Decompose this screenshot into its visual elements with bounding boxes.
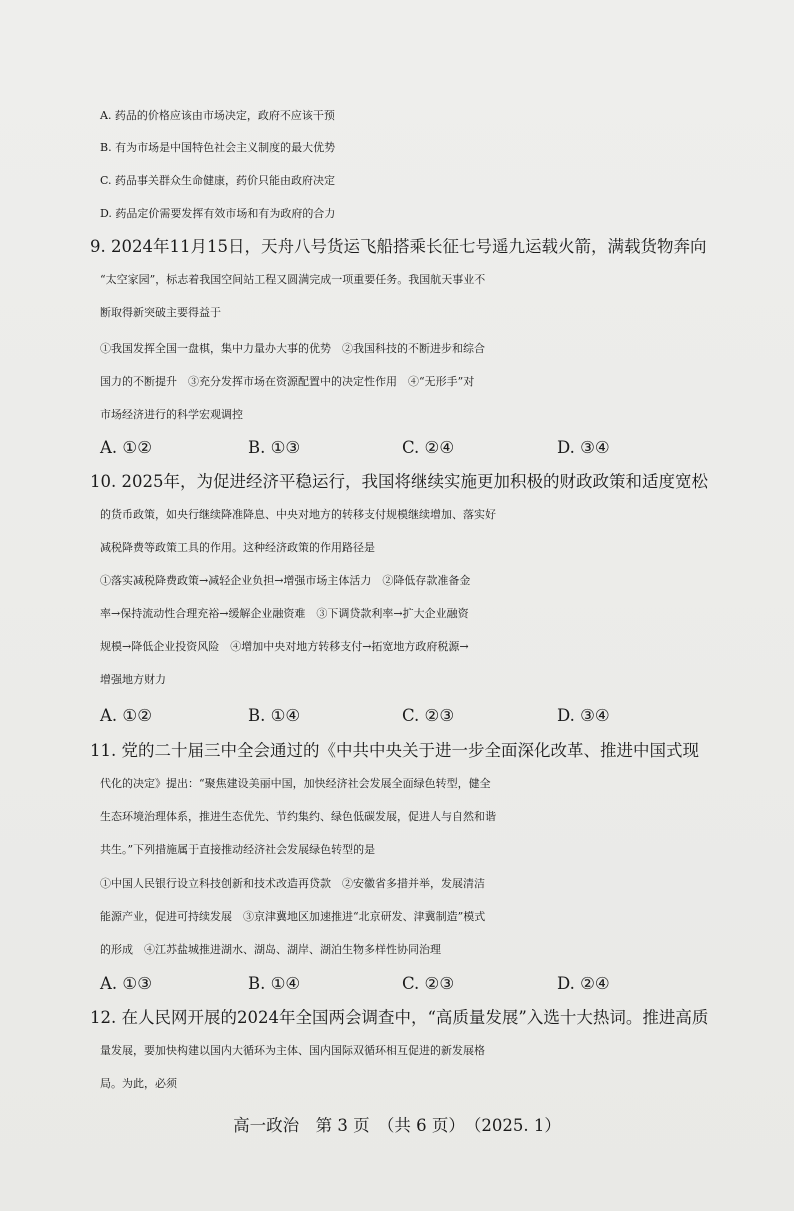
q8-option-d: D. 药品定价需要发挥有效市场和有为政府的合力 bbox=[100, 207, 336, 220]
q11-statement-line-1: ①中国人民银行设立科技创新和技术改造再贷款 ②安徽省多措并举，发展清洁 bbox=[100, 877, 485, 890]
q9-stem-line-3: 断取得新突破主要得益于 bbox=[100, 306, 221, 319]
q8-option-a: A. 药品的价格应该由市场决定，政府不应该干预 bbox=[100, 109, 335, 122]
q11-choice-a: A. ①③ bbox=[100, 974, 152, 993]
q11-choices bbox=[100, 974, 740, 994]
q10-choice-c: C. ②③ bbox=[402, 706, 455, 725]
q10-choice-a: A. ①② bbox=[100, 706, 152, 725]
q11-stem-line-1: 11. 党的二十届三中全会通过的《中共中央关于进一步全面深化改革、推进中国式现 bbox=[90, 741, 699, 760]
q10-choices bbox=[100, 706, 740, 726]
q10-stem-line-3: 减税降费等政策工具的作用。这种经济政策的作用路径是 bbox=[100, 541, 375, 554]
q11-statement-line-3: 的形成 ④江苏盐城推进湖水、湖岛、湖岸、湖泊生物多样性协同治理 bbox=[100, 943, 441, 956]
q10-statement-line-3: 规模→降低企业投资风险 ④增加中央对地方转移支付→拓宽地方政府税源→ bbox=[100, 640, 469, 653]
q9-choice-b: B. ①③ bbox=[248, 438, 301, 457]
q10-statement-line-1: ①落实减税降费政策→减轻企业负担→增强市场主体活力 ②降低存款准备金 bbox=[100, 574, 471, 587]
q10-choice-d: D. ③④ bbox=[557, 706, 610, 725]
q10-stem-line-1: 10. 2025年，为促进经济平稳运行，我国将继续实施更加积极的财政政策和适度宽松 bbox=[90, 472, 708, 491]
q11-statement-line-2: 能源产业，促进可持续发展 ③京津冀地区加速推进“北京研发、津冀制造”模式 bbox=[100, 910, 486, 923]
q9-statement-line-1: ①我国发挥全国一盘棋，集中力量办大事的优势 ②我国科技的不断进步和综合 bbox=[100, 342, 485, 355]
q9-stem-line-2: “太空家园”，标志着我国空间站工程又圆满完成一项重要任务。我国航天事业不 bbox=[100, 273, 486, 286]
q11-choice-c: C. ②③ bbox=[402, 974, 455, 993]
q8-option-c: C. 药品事关群众生命健康，药价只能由政府决定 bbox=[100, 174, 336, 187]
q10-statement-line-2: 率→保持流动性合理充裕→缓解企业融资难 ③下调贷款利率→扩大企业融资 bbox=[100, 607, 469, 620]
q10-choice-b: B. ①④ bbox=[248, 706, 301, 725]
q9-choice-d: D. ③④ bbox=[557, 438, 610, 457]
q10-stem-line-2: 的货币政策，如央行继续降准降息、中央对地方的转移支付规模继续增加、落实好 bbox=[100, 508, 496, 521]
q9-choice-c: C. ②④ bbox=[402, 438, 455, 457]
page-footer: 高一政治 第 3 页 （共 6 页） （2025. 1） bbox=[233, 1116, 561, 1135]
q9-choices bbox=[100, 438, 740, 458]
q11-stem-line-2: 代化的决定》提出：“聚焦建设美丽中国，加快经济社会发展全面绿色转型，健全 bbox=[100, 777, 491, 790]
q11-stem-line-3: 生态环境治理体系，推进生态优先、节约集约、绿色低碳发展，促进人与自然和谐 bbox=[100, 810, 496, 823]
q12-stem-line-1: 12. 在人民网开展的2024年全国两会调查中，“高质量发展”入选十大热词。推进高质 bbox=[90, 1008, 709, 1027]
q11-choice-d: D. ②④ bbox=[557, 974, 610, 993]
q9-stem-line-1: 9. 2024年11月15日，天舟八号货运飞船搭乘长征七号遥九运载火箭，满载货物奔向 bbox=[90, 237, 707, 256]
q8-option-b: B. 有为市场是中国特色社会主义制度的最大优势 bbox=[100, 141, 336, 154]
q9-statement-line-3: 市场经济进行的科学宏观调控 bbox=[100, 408, 243, 421]
q12-stem-line-2: 量发展，要加快构建以国内大循环为主体、国内国际双循环相互促进的新发展格 bbox=[100, 1044, 485, 1057]
q11-choice-b: B. ①④ bbox=[248, 974, 301, 993]
q12-stem-line-3: 局。为此，必须 bbox=[100, 1077, 177, 1090]
q9-statement-line-2: 国力的不断提升 ③充分发挥市场在资源配置中的决定性作用 ④“无形手”对 bbox=[100, 375, 475, 388]
q9-choice-a: A. ①② bbox=[100, 438, 152, 457]
q10-statement-line-4: 增强地方财力 bbox=[100, 673, 166, 686]
q11-stem-line-4: 共生。”下列措施属于直接推动经济社会发展绿色转型的是 bbox=[100, 843, 376, 856]
